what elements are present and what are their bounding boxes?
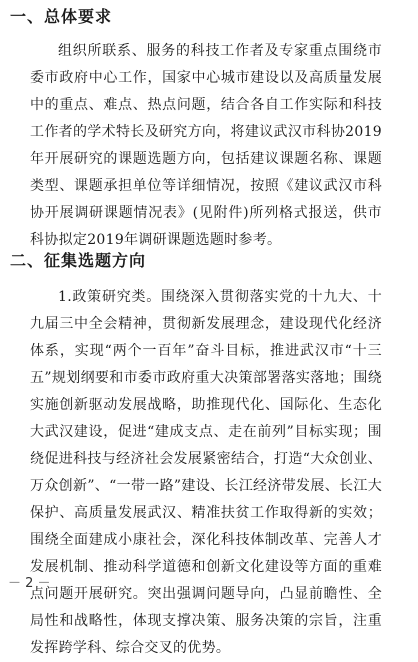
page-number: － 2 － [8,576,51,591]
section-heading-general-requirements: 一、总体要求 [10,7,113,26]
section-heading-topic-directions: 二、征集选题方向 [10,251,147,270]
paragraph-general-requirements: 组织所联系、服务的科技工作者及专家重点围绕市委市政府中心工作，国家中心城市建设以及高质量发展中的重点、难点、热点问题，结合各自工作实际和科技工作者的学术特长及研究方向，将建议武汉市科协2019年开展研究的课题选题方向，包括建议课题名称、课题类型、课题承担单位等详细情况，按照《建议武汉市科协开展调研课题情况表》(见附件)所列格式报送，供市科协拟定2019年调研课题选题时参考。 [30,43,382,248]
paragraph-policy-research: 1.政策研究类。围绕深入贯彻落实党的十九大、十九届三中全会精神，贯彻新发展理念，建设现代化经济体系，实现“两个一百年”奋斗目标，推进武汉市“十三五”规划纲要和市委市政府重大决策部署落实落地；围绕实施创新驱动发展战略，助推现代化、国际化、生态化大武汉建设，促进“建成支点、走在前列”目标实现；围绕促进科技与经济社会发展紧密结合，打造“大众创业、万众创新”、“一带一路”建设、长江经济带发展、长江大保护、高质量发展武汉、精准扶贫工作取得新的实效；围绕全面建成小康社会，深化科技体制改革、完善人才发展机制、推动科学道德和创新文化建设等方面的重难点问题开展研究。突出强调问题导向，凸显前瞻性、全局性和战略性，体现支撑决策、服务决策的宗旨，注重发挥跨学科、综合交叉的优势。 [30,289,382,656]
